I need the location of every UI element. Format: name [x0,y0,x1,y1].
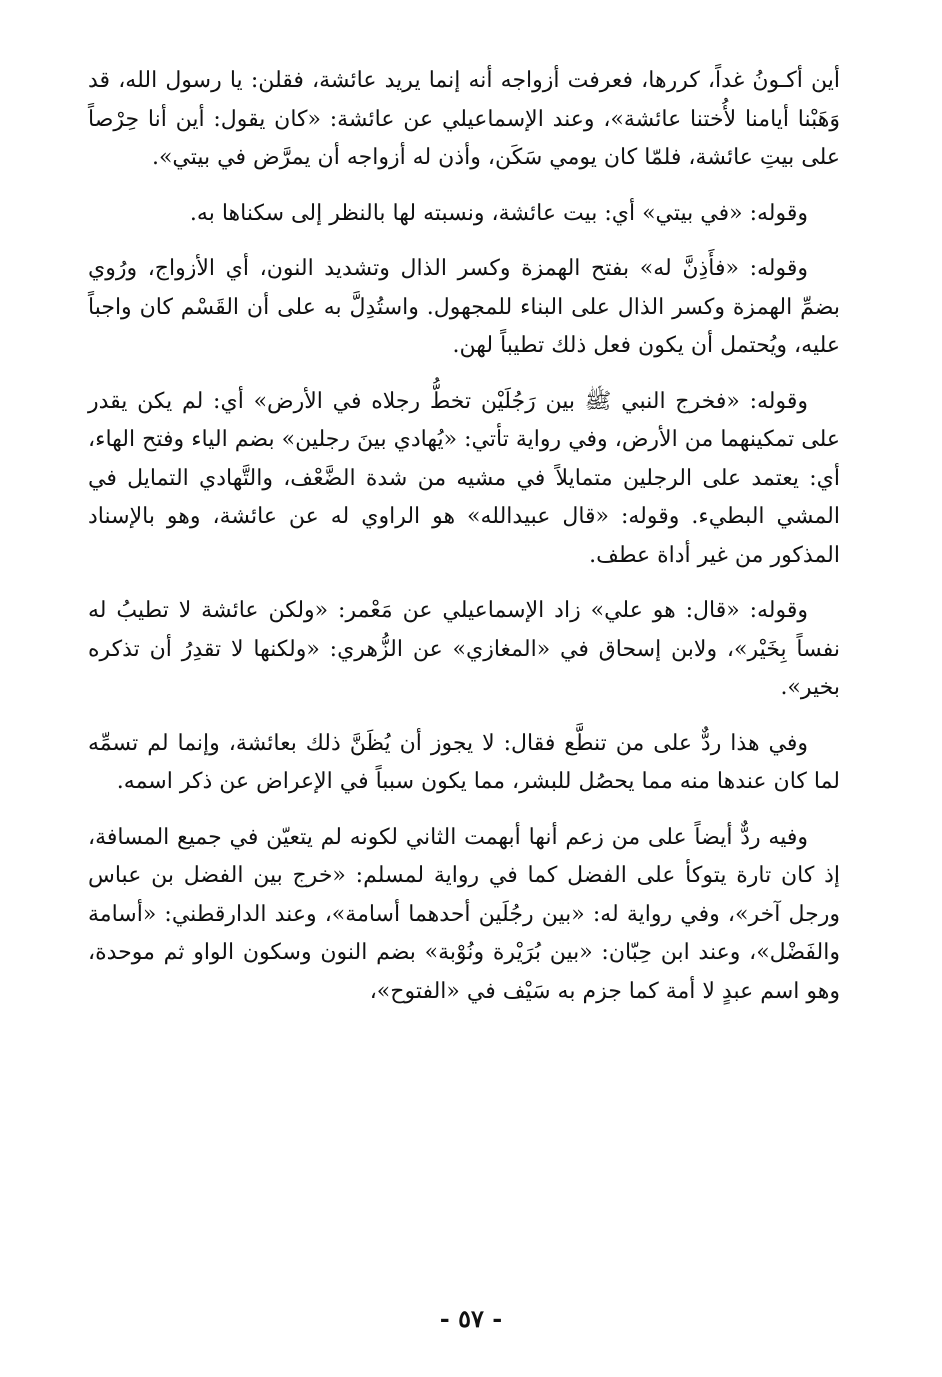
paragraph-3: وقوله: «فأَذِنَّ له» بفتح الهمزة وكسر الذال وتشديد النون، أي الأزواج، ورُوي بضمِّ الهمزة وكسر الذال على البناء للمجهول. واستُدِلَّ به على أن القَسْم كان واجباً عليه، ويُحتمل أن يكون فعل ذلك تطيباً لهن. [88,256,840,358]
paragraph-1: أين أكـونُ غداً، كررها، فعرفت أزواجه أنه إنما يريد عائشة، فقلن: يا رسول الله، قد وَهَبْنا أيامنا لأُختنا عائشة»، وعند الإسماعيلي عن عائشة: «كان يقول: أين أنا حِرْصاً على بيتِ عائشة، فلمّا كان يومي سَكَن، وأذن له أزواجه أن يمرَّض في بيتي». [88,68,840,170]
paragraph-5: وقوله: «قال: هو علي» زاد الإسماعيلي عن مَعْمر: «ولكن عائشة لا تطيبُ له نفساً بِخَيْر»، ولابن إسحاق في «المغازي» عن الزُّهري: «ولكنها لا تقدِرُ أن تذكره بخير». [88,598,840,700]
page-body [88,62,840,1028]
paragraph-2: وقوله: «في بيتي» أي: بيت عائشة، ونسبته لها بالنظر إلى سكناها به. [189,200,808,226]
paragraph-7: وفيه ردٌّ أيضاً على من زعم أنها أبهمت الثاني لكونه لم يتعيّن في جميع المسافة، إذ كان تارة يتوكأ على الفضل كما في رواية لمسلم: «خرج بين الفضل بن عباس ورجل آخر»، وفي رواية له: «بين رجُلَين أحدهما أسامة»، وعند الدارقطني: «أسامة والفَضْل»، وعند ابن حِبّان: «بين بُرَيْرة ونُوْبة» بضم النون وسكون الواو ثم موحدة، وهو اسم عبدٍ لا أمة كما جزم به سَيْف في «الفتوح»، [88,824,840,1004]
paragraph-6: وفي هذا ردٌّ على من تنطَّع فقال: لا يجوز أن يُظَنَّ ذلك بعائشة، وإنما لم تسمِّه لما كان عندها منه مما يحصُل للبشر، مما يكون سبباً في الإعراض عن ذكر اسمه. [88,730,840,794]
paragraph-4: وقوله: «فخرج النبي ﷺ بين رَجُلَيْن تخطُّ رجلاه في الأرض» أي: لم يكن يقدر على تمكينهما من الأرض، وفي رواية تأتي: «يُهادي بينَ رجلين» بضم الياء وفتح الهاء، أي: يعتمد على الرجلين متمايلاً في مشيه من شدة الضَّعْف، والتَّهادي التمايل في المشي البطيء. وقوله: «قال عبيدالله» هو الراوي له عن عائشة، وهو بالإسناد المذكور من غير أداة عطف. [88,388,840,568]
page-number: - ٥٧ - [439,1304,503,1333]
